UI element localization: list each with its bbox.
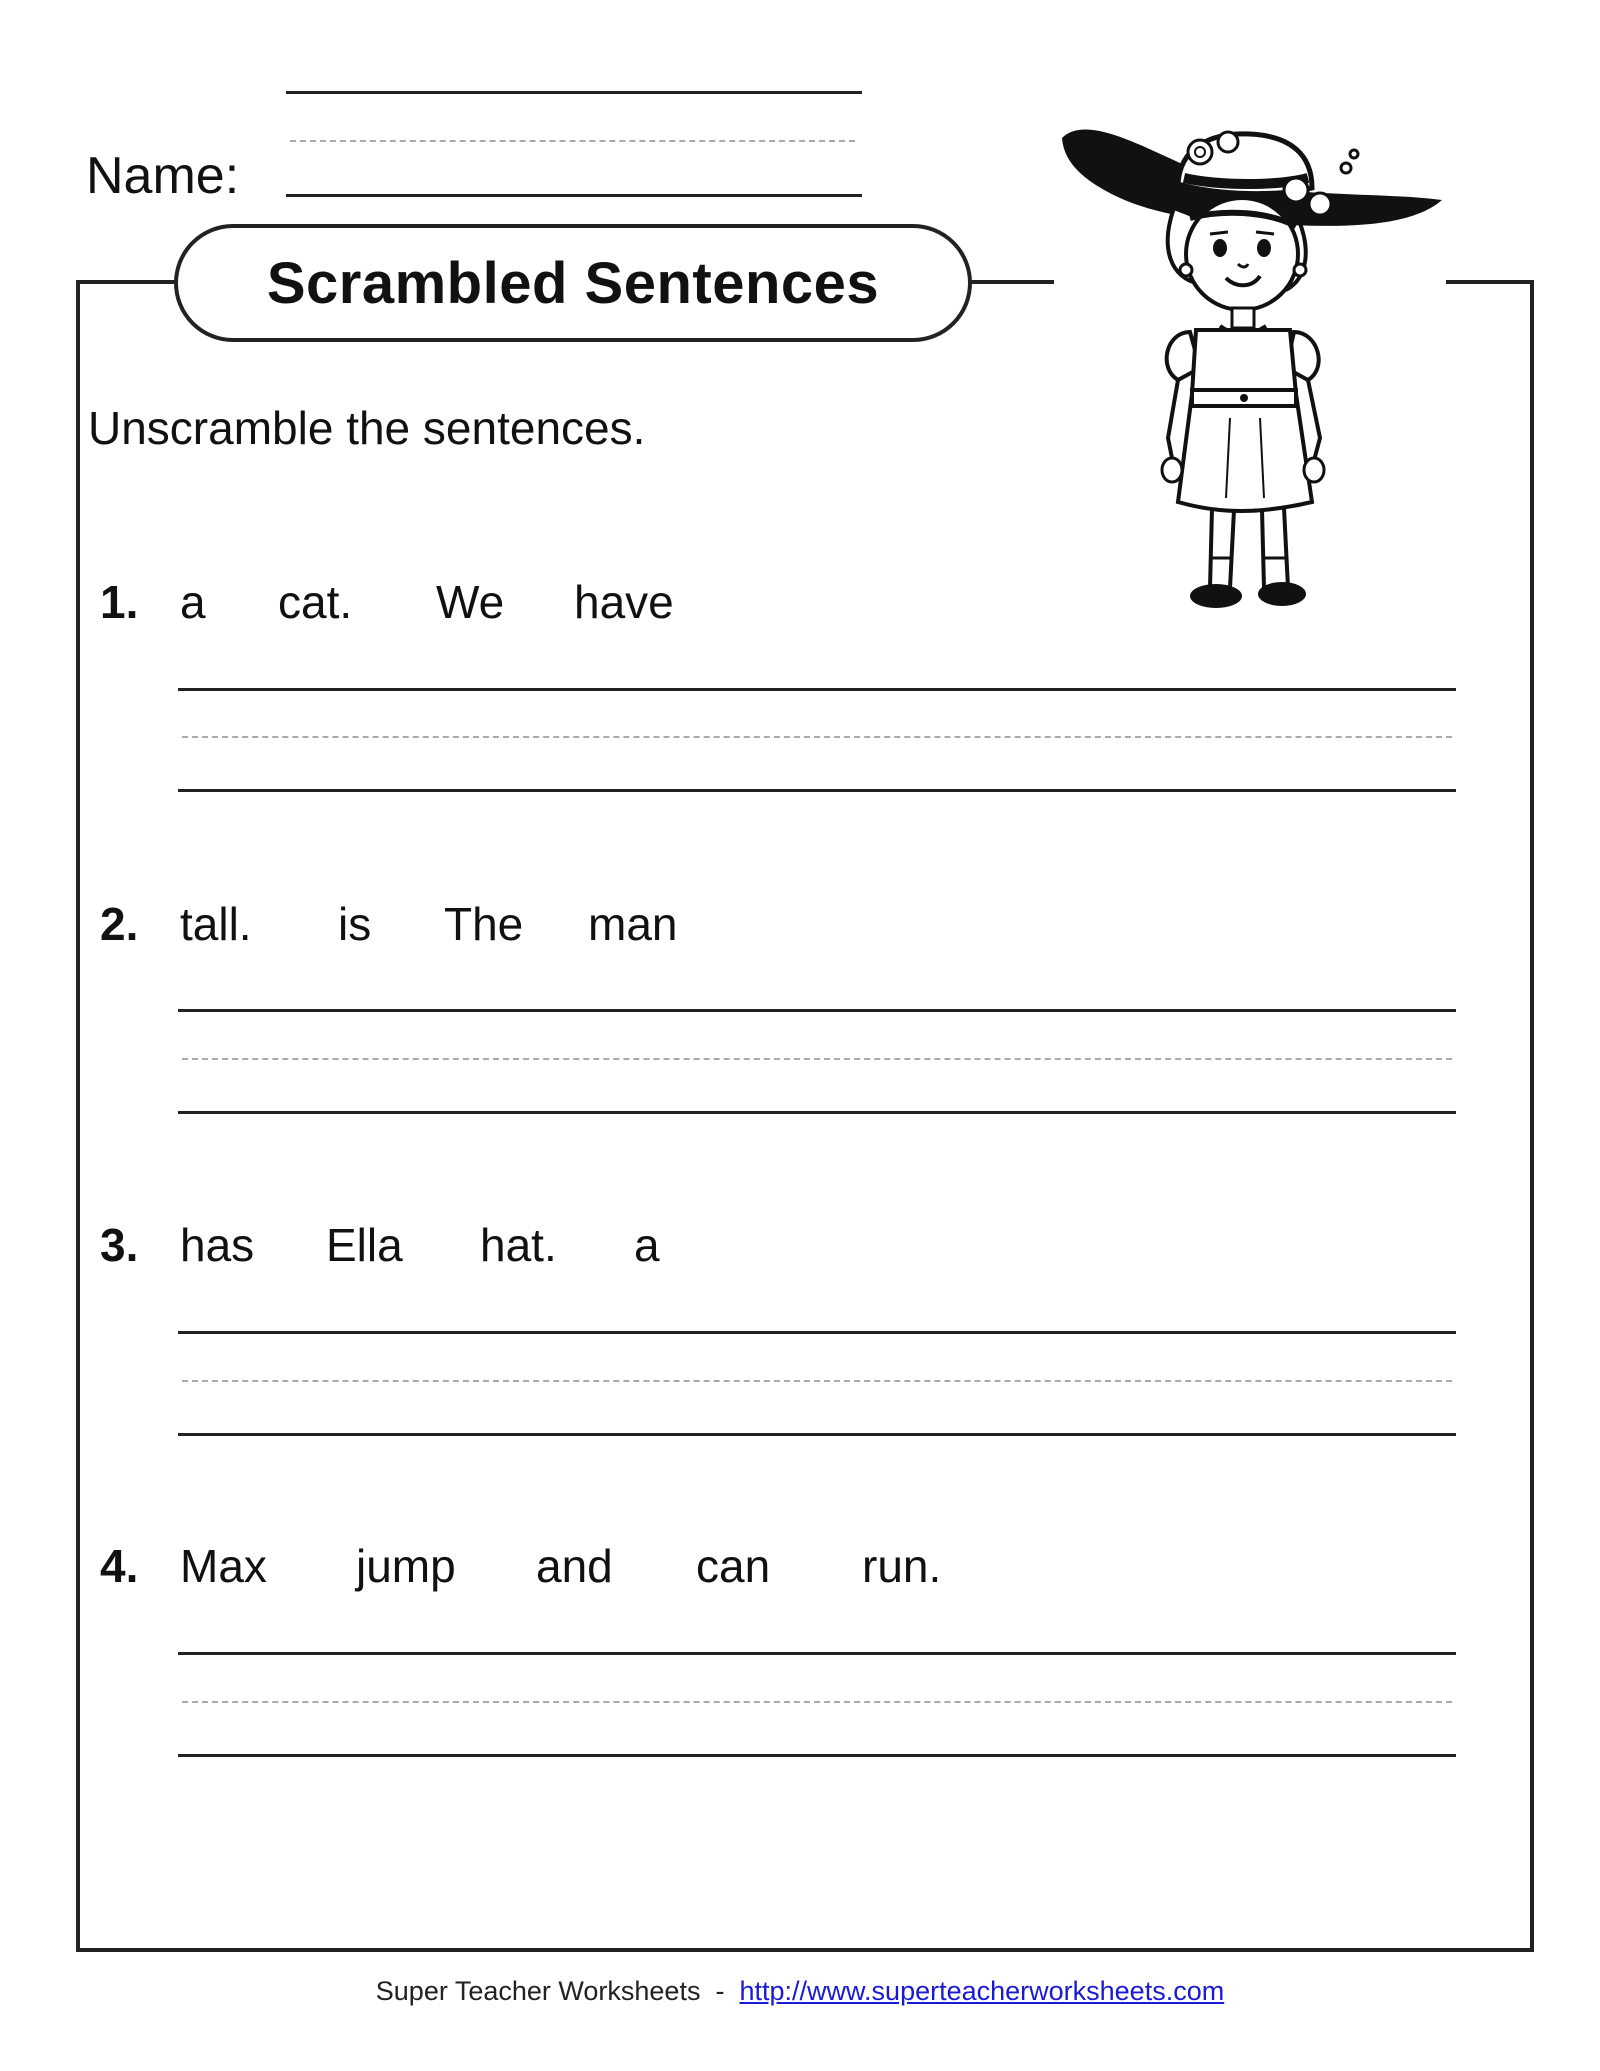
scrambled-word: Ella (326, 1219, 403, 1271)
name-input-line[interactable] (286, 194, 862, 197)
footer (0, 1974, 1600, 2008)
worksheet-title-text: Scrambled Sentences (266, 250, 880, 316)
scrambled-word: a (634, 1219, 660, 1271)
scrambled-word: We (436, 576, 505, 628)
name-top-guide-line (286, 91, 862, 94)
scrambled-word: man (588, 898, 678, 950)
scrambled-word: have (574, 576, 674, 628)
footer-site-name: Super Teacher Worksheets (375, 1976, 701, 2006)
scrambled-word: The (444, 898, 524, 950)
scrambled-word: a (180, 576, 206, 628)
answer-line-mid (182, 1701, 1452, 1703)
question-number: 3. (100, 1219, 139, 1271)
answer-line-top[interactable] (178, 688, 1456, 691)
girl-with-hat-icon (1050, 118, 1450, 638)
answer-line-base[interactable] (178, 1111, 1456, 1114)
name-mid-dashed-line (290, 140, 855, 142)
scrambled-word: can (696, 1540, 771, 1592)
footer-separator: - (715, 1976, 725, 2006)
frame-top-left (76, 280, 176, 284)
scrambled-word: is (338, 898, 372, 950)
answer-line-mid (182, 1380, 1452, 1382)
scrambled-word: Max (180, 1540, 267, 1592)
footer-link[interactable]: http://www.superteacherworksheets.com (739, 1976, 1225, 2006)
answer-line-top[interactable] (178, 1652, 1456, 1655)
scrambled-word: run. (862, 1540, 942, 1592)
frame-top-middle (962, 280, 1054, 284)
scrambled-word: and (536, 1540, 613, 1592)
answer-line-base[interactable] (178, 1433, 1456, 1436)
answer-line-base[interactable] (178, 789, 1456, 792)
frame-top-right (1446, 280, 1530, 284)
scrambled-word: has (180, 1219, 255, 1271)
question-number: 2. (100, 898, 139, 950)
answer-line-mid (182, 1058, 1452, 1060)
answer-line-mid (182, 736, 1452, 738)
scrambled-word: tall. (180, 898, 252, 950)
instructions: Unscramble the sentences. (88, 402, 646, 454)
answer-line-base[interactable] (178, 1754, 1456, 1757)
scrambled-word: cat. (278, 576, 353, 628)
question-number: 1. (100, 576, 139, 628)
worksheet-title (174, 224, 972, 342)
answer-line-top[interactable] (178, 1331, 1456, 1334)
scrambled-word: jump (356, 1540, 456, 1592)
question-number: 4. (100, 1540, 139, 1592)
name-label: Name: (86, 147, 240, 205)
answer-line-top[interactable] (178, 1009, 1456, 1012)
scrambled-word: hat. (480, 1219, 557, 1271)
